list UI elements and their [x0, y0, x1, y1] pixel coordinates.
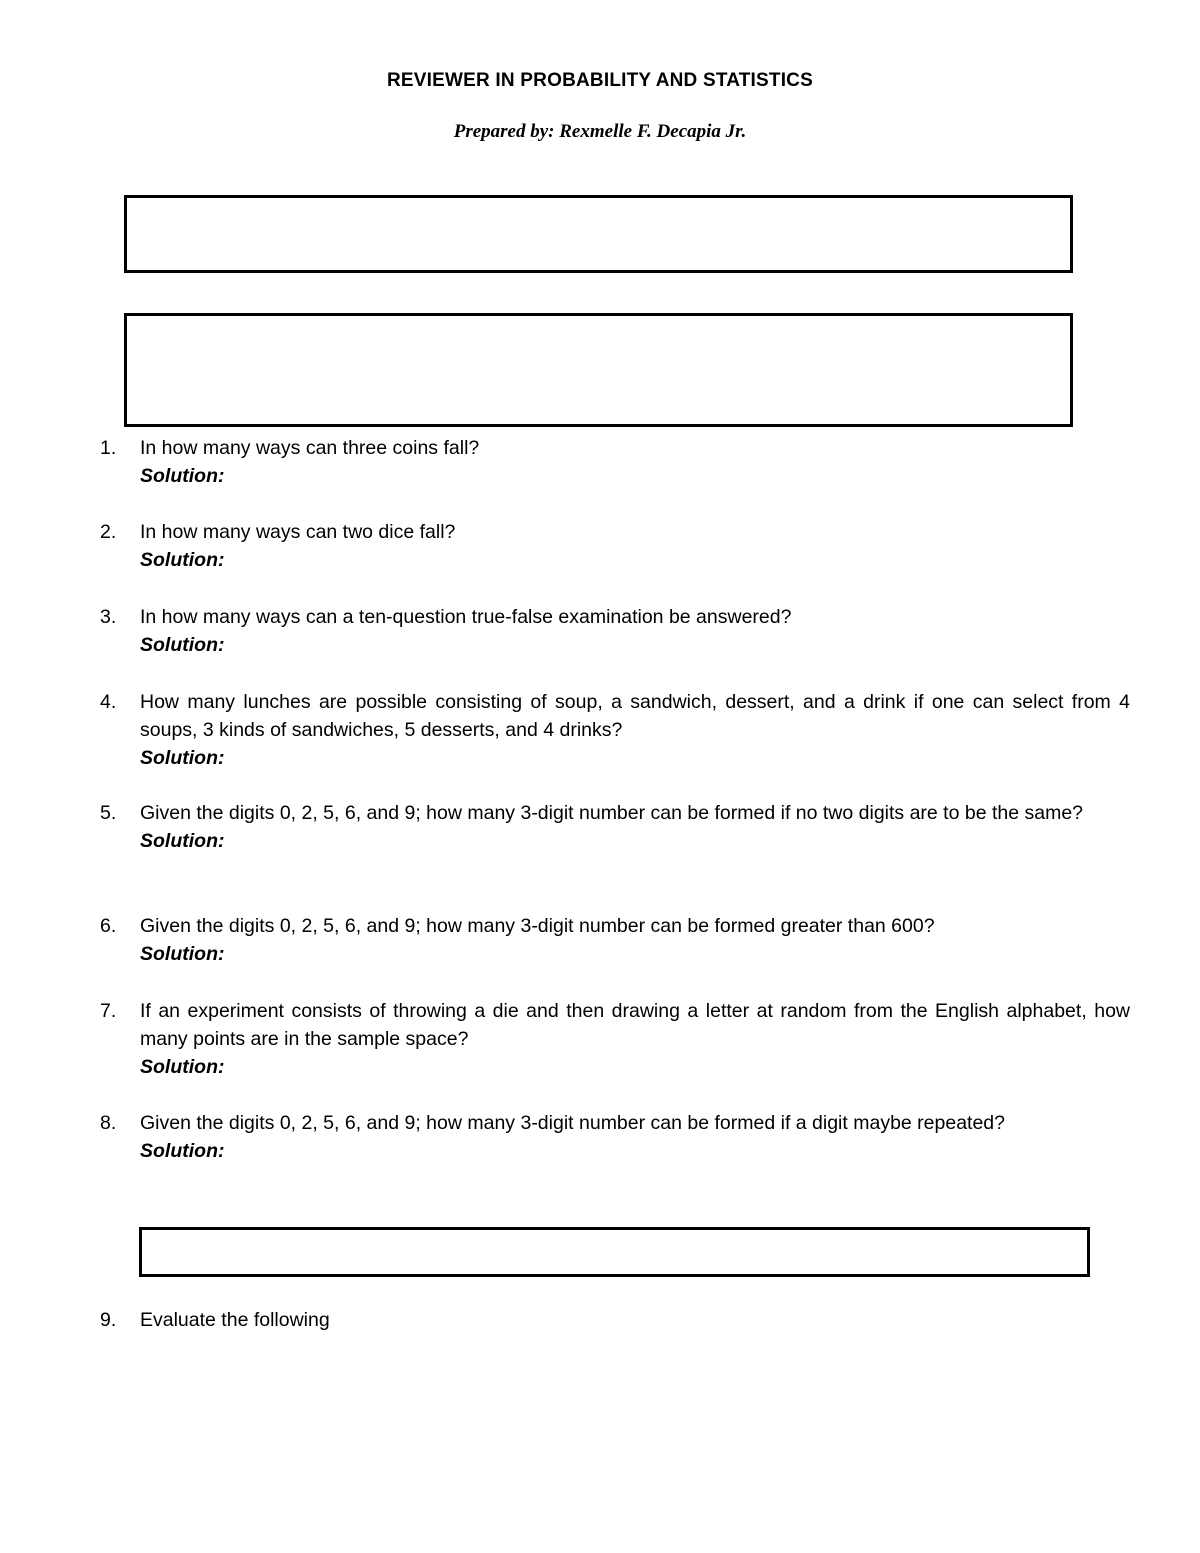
question-number: 8. [100, 1112, 117, 1134]
question-number: 7. [100, 1000, 117, 1022]
solution-label: Solution: [140, 634, 225, 656]
document-title: REVIEWER IN PROBABILITY AND STATISTICS [387, 70, 813, 91]
section-header-box-2 [124, 313, 1073, 427]
solution-label: Solution: [140, 1056, 225, 1078]
question-number: 4. [100, 691, 117, 713]
section-header-box-3 [139, 1227, 1090, 1277]
question-5 [100, 799, 1130, 855]
question-4 [100, 688, 1130, 772]
question-number: 3. [100, 606, 117, 628]
question-text: Given the digits 0, 2, 5, 6, and 9; how many 3-digit number can be formed greater than 600? [140, 915, 935, 937]
question-2 [100, 518, 1130, 574]
section-header-box-1 [124, 195, 1073, 273]
solution-label: Solution: [140, 747, 225, 769]
solution-label: Solution: [140, 943, 225, 965]
solution-label: Solution: [140, 549, 225, 571]
question-8 [100, 1109, 1130, 1165]
solution-label: Solution: [140, 1140, 225, 1162]
question-text: If an experiment consists of throwing a die and then drawing a letter at random from the English alphabet, how many points are in the sample space? [140, 1000, 1130, 1050]
question-1 [100, 434, 1130, 490]
question-7 [100, 997, 1130, 1081]
question-3 [100, 603, 1130, 659]
document-author: Prepared by: Rexmelle F. Decapia Jr. [453, 121, 747, 142]
question-number: 2. [100, 521, 117, 543]
solution-label: Solution: [140, 465, 225, 487]
solution-label: Solution: [140, 830, 225, 852]
question-text: In how many ways can three coins fall? [140, 437, 480, 459]
question-text: Evaluate the following [140, 1309, 330, 1331]
question-9 [100, 1306, 1130, 1334]
question-text: Given the digits 0, 2, 5, 6, and 9; how many 3-digit number can be formed if a digit maybe repeated? [140, 1112, 1005, 1134]
question-number: 6. [100, 915, 117, 937]
question-text: How many lunches are possible consisting of soup, a sandwich, dessert, and a drink if one can select from 4 soups, 3 kinds of sandwiches, 5 desserts, and 4 drinks? [140, 691, 1130, 741]
question-text: Given the digits 0, 2, 5, 6, and 9; how many 3-digit number can be formed if no two digits are to be the same? [140, 802, 1084, 824]
question-number: 5. [100, 802, 117, 824]
question-text: In how many ways can a ten-question true-false examination be answered? [140, 606, 792, 628]
question-text: In how many ways can two dice fall? [140, 521, 456, 543]
question-number: 1. [100, 437, 117, 459]
question-number: 9. [100, 1309, 117, 1331]
question-6 [100, 912, 1130, 968]
